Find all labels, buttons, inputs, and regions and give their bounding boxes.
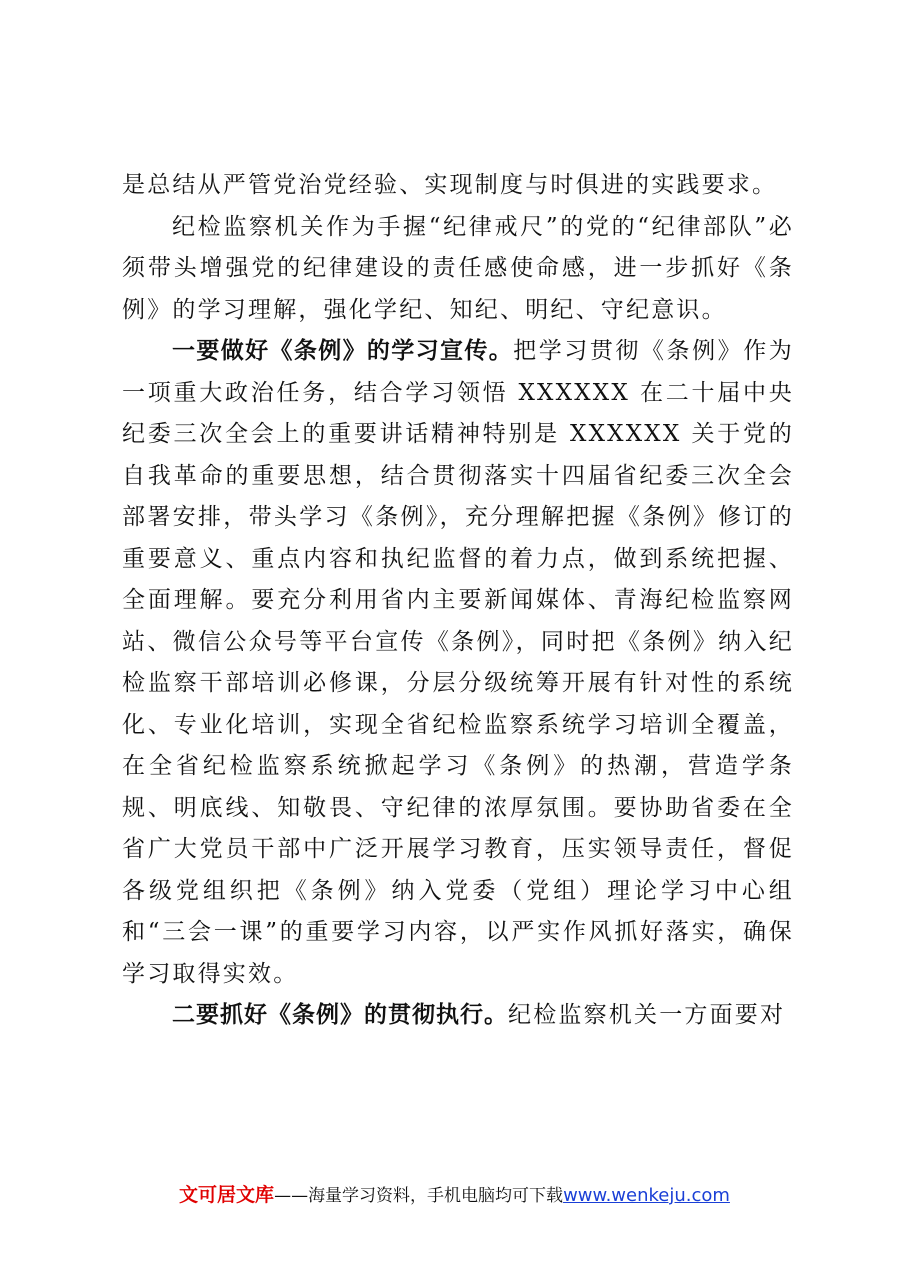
- paragraph-4: [122, 995, 794, 1037]
- paragraph-2: [122, 207, 794, 332]
- paragraph-2-text: 纪检监察机关作为手握“纪律戒尺”的党的“纪律部队”必须带头增强党的纪律建设的责任感使命感，进一步抓好《条例》的学习理解，强化学纪、知纪、明纪、守纪意识。: [122, 213, 794, 323]
- document-body: [122, 165, 794, 1037]
- paragraph-3-heading: 一要做好《条例》的学习宣传。: [172, 338, 514, 364]
- paragraph-1-text: 是总结从严管党治党经验、实现制度与时俱进的实践要求。: [122, 172, 778, 198]
- footer-separator: ——: [274, 1186, 309, 1206]
- footer-site-link[interactable]: www.wenkeju.com: [563, 1185, 730, 1206]
- footer-banner: [0, 1180, 909, 1207]
- footer-slogan: 海量学习资料，手机电脑均可下载: [308, 1186, 564, 1206]
- paragraph-4-text: 纪检监察机关一方面要对: [508, 1002, 786, 1028]
- paragraph-3-text: 把学习贯彻《条例》作为一项重大政治任务，结合学习领悟 XXXXXX 在二十届中央纪委三次全会上的重要讲话精神特别是 XXXXXX 关于党的自我革命的重要思想，结合贯彻落实十四届省纪委三次全会部署安排，带头学习《条例》，充分理解把握《条例》修订的重要意义、重点内容和执纪监督的着力点，做到系统把握、全面理解。要充分利用省内主要新闻媒体、青海纪检监察网站、微信公众号等平台宣传《条例》，同时把《条例》纳入纪检监察干部培训必修课，分层分级统筹开展有针对性的系统化、专业化培训，实现全省纪检监察系统学习培训全覆盖，在全省纪检监察系统掀起学习《条例》的热潮，营造学条规、明底线、知敬畏、守纪律的浓厚氛围。要协助省委在全省广大党员干部中广泛开展学习教育，压实领导责任，督促各级党组织把《条例》纳入党委（党组）理论学习中心组和“三会一课”的重要学习内容，以严实作风抓好落实，确保学习取得实效。: [122, 338, 795, 987]
- footer-brand: 文可居文库: [179, 1184, 275, 1206]
- paragraph-4-heading: 二要抓好《条例》的贯彻执行。: [172, 1002, 508, 1028]
- paragraph-1: [122, 165, 794, 207]
- paragraph-3: [122, 331, 794, 995]
